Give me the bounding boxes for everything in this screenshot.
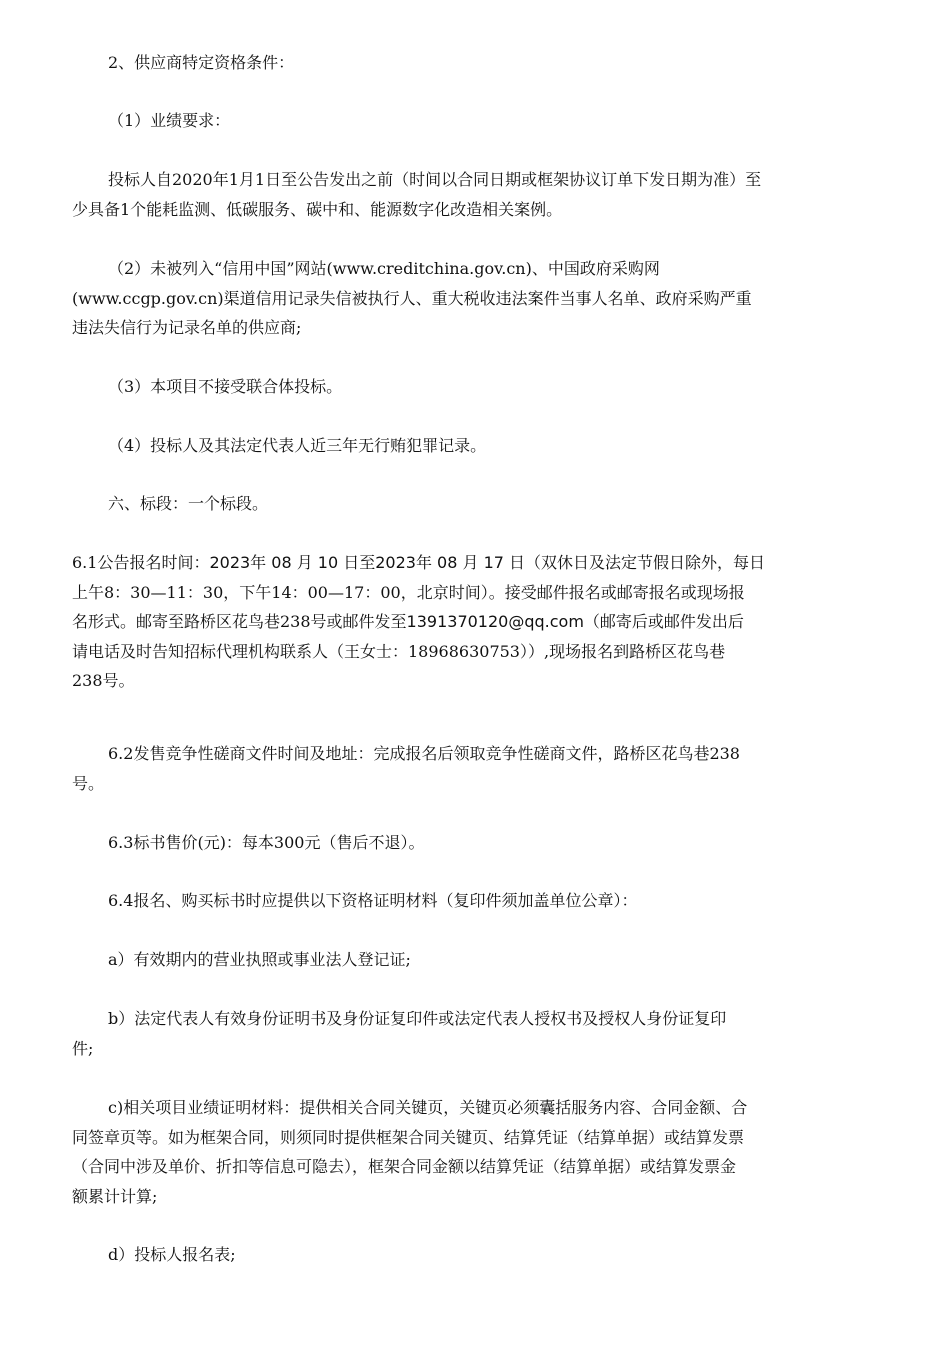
registration-label: 6.1公告报名时间： xyxy=(72,553,210,572)
text-line: 六、标段：一个标段。 xyxy=(108,494,269,513)
registration-email: 至1391370120@qq.com xyxy=(390,612,584,631)
paragraph-qualification-heading xyxy=(72,48,880,78)
text-line: （3）本项目不接受联合体投标。 xyxy=(108,377,343,396)
paragraph-registration-time xyxy=(72,548,880,696)
list-item-registration-form xyxy=(72,1240,880,1270)
paragraph-price xyxy=(72,828,880,858)
text-line: a）有效期内的营业执照或事业法人登记证; xyxy=(108,950,411,969)
text-line: d）投标人报名表; xyxy=(108,1245,236,1264)
text-line: (www.ccgp.gov.cn)渠道信用记录失信被执行人、重大税收违法案件当事人名单、政府采购严重 xyxy=(72,288,752,308)
text-line: b）法定代表人有效身份证明书及身份证复印件或法定代表人授权书及授权人身份证复印 xyxy=(108,1009,727,1028)
text-line: 违法失信行为记录名单的供应商; xyxy=(72,318,302,337)
text-line: c)相关项目业绩证明材料：提供相关合同关键页，关键页必须囊括服务内容、合同金额、合 xyxy=(108,1098,748,1117)
mail-address-text: 名形式。邮寄至路桥区花鸟巷238号或邮件发 xyxy=(72,612,391,631)
text-line: 少具备1个能耗监测、低碳服务、碳中和、能源数字化改造相关案例。 xyxy=(72,199,563,219)
text-line: 额累计计算; xyxy=(72,1186,158,1206)
text-line: 6.2发售竞争性磋商文件时间及地址：完成报名后领取竞争性磋商文件，路桥区花鸟巷238 xyxy=(108,744,740,763)
text-line: 238号。 xyxy=(72,671,135,690)
text-line: 2、供应商特定资格条件： xyxy=(108,53,295,72)
text-line: （4）投标人及其法定代表人近三年无行贿犯罪记录。 xyxy=(108,436,487,455)
text-line: 同签章页等。如为框架合同，则须同时提供框架合同关键页、结算凭证（结算单据）或结算发票 xyxy=(72,1127,745,1147)
text-line xyxy=(72,548,880,578)
paragraph-document-sale xyxy=(72,739,880,798)
text-line: （1）业绩要求： xyxy=(108,111,231,130)
text-line: 6.3标书售价(元)：每本300元（售后不退）。 xyxy=(108,833,425,852)
text-line: 请电话及时告知招标代理机构联系人（王女士：18968630753））,现场报名到路桥区花鸟巷 xyxy=(72,641,726,661)
paragraph-credit-record xyxy=(72,254,880,343)
text-line: 上午8：30—11：30，下午14：00—17：00，北京时间）。接受邮件报名或邮寄报名或现场报 xyxy=(72,582,745,602)
text-line xyxy=(72,607,880,637)
paragraph-performance-detail xyxy=(72,165,880,224)
list-item-performance-proof xyxy=(72,1093,880,1211)
section-heading-lots xyxy=(72,489,880,519)
list-item-business-license xyxy=(72,945,880,975)
text-line: 6.4报名、购买标书时应提供以下资格证明材料（复印件须加盖单位公章）： xyxy=(108,891,638,910)
paragraph-no-bribery xyxy=(72,431,880,461)
registration-dates: 2023年 08 月 10 日至2023年 08 月 17 日 xyxy=(209,553,526,572)
registration-note: （双休日及法定节假日除外，每日 xyxy=(525,553,766,572)
paragraph-no-consortium xyxy=(72,372,880,402)
text-line: 投标人自2020年1月1日至公告发出之前（时间以合同日期或框架协议订单下发日期为准）至 xyxy=(108,170,762,189)
paragraph-required-materials xyxy=(72,886,880,916)
list-item-legal-representative xyxy=(72,1004,880,1063)
mail-note: （邮寄后或邮件发出后 xyxy=(583,612,744,631)
text-line: （合同中涉及单价、折扣等信息可隐去），框架合同金额以结算凭证（结算单据）或结算发票金 xyxy=(72,1157,737,1176)
paragraph-performance-requirement xyxy=(72,106,880,136)
text-line: 号。 xyxy=(72,773,105,793)
text-line: 件; xyxy=(72,1038,94,1058)
text-line: （2）未被列入“信用中国”网站(www.creditchina.gov.cn)、中国政府采购网 xyxy=(108,259,660,278)
